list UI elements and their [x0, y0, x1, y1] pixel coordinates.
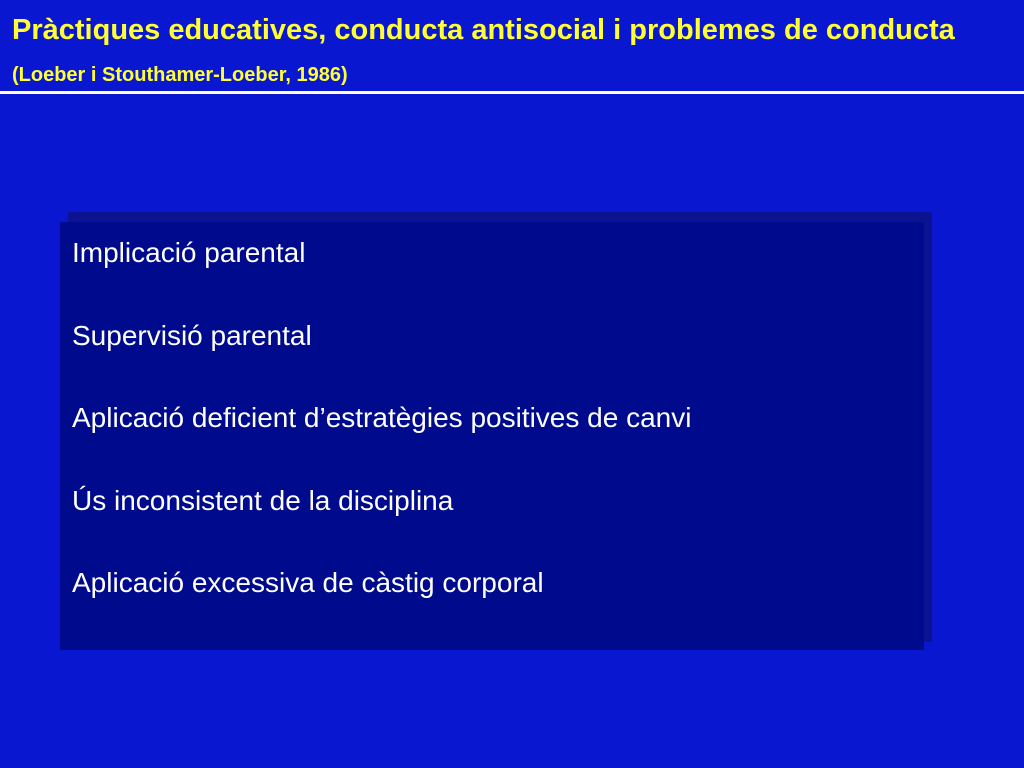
title-divider [0, 91, 1024, 94]
slide-citation: (Loeber i Stouthamer-Loeber, 1986) [12, 64, 348, 86]
content-box [60, 222, 924, 650]
slide-title-main: Pràctiques educatives, conducta antisocial i problemes de conducta [12, 14, 955, 46]
list-item-estrategies-positives: Aplicació deficient d’estratègies positives de canvi [72, 402, 692, 433]
practice-list [72, 236, 924, 600]
list-item-castig-corporal: Aplicació excessiva de càstig corporal [72, 567, 544, 598]
list-item-supervisio-parental: Supervisió parental [72, 319, 312, 351]
slide-title [12, 8, 1012, 95]
list-item-disciplina-inconsistent: Ús inconsistent de la disciplina [72, 484, 454, 516]
list-item-implicacio-parental: Implicació parental [72, 237, 306, 268]
